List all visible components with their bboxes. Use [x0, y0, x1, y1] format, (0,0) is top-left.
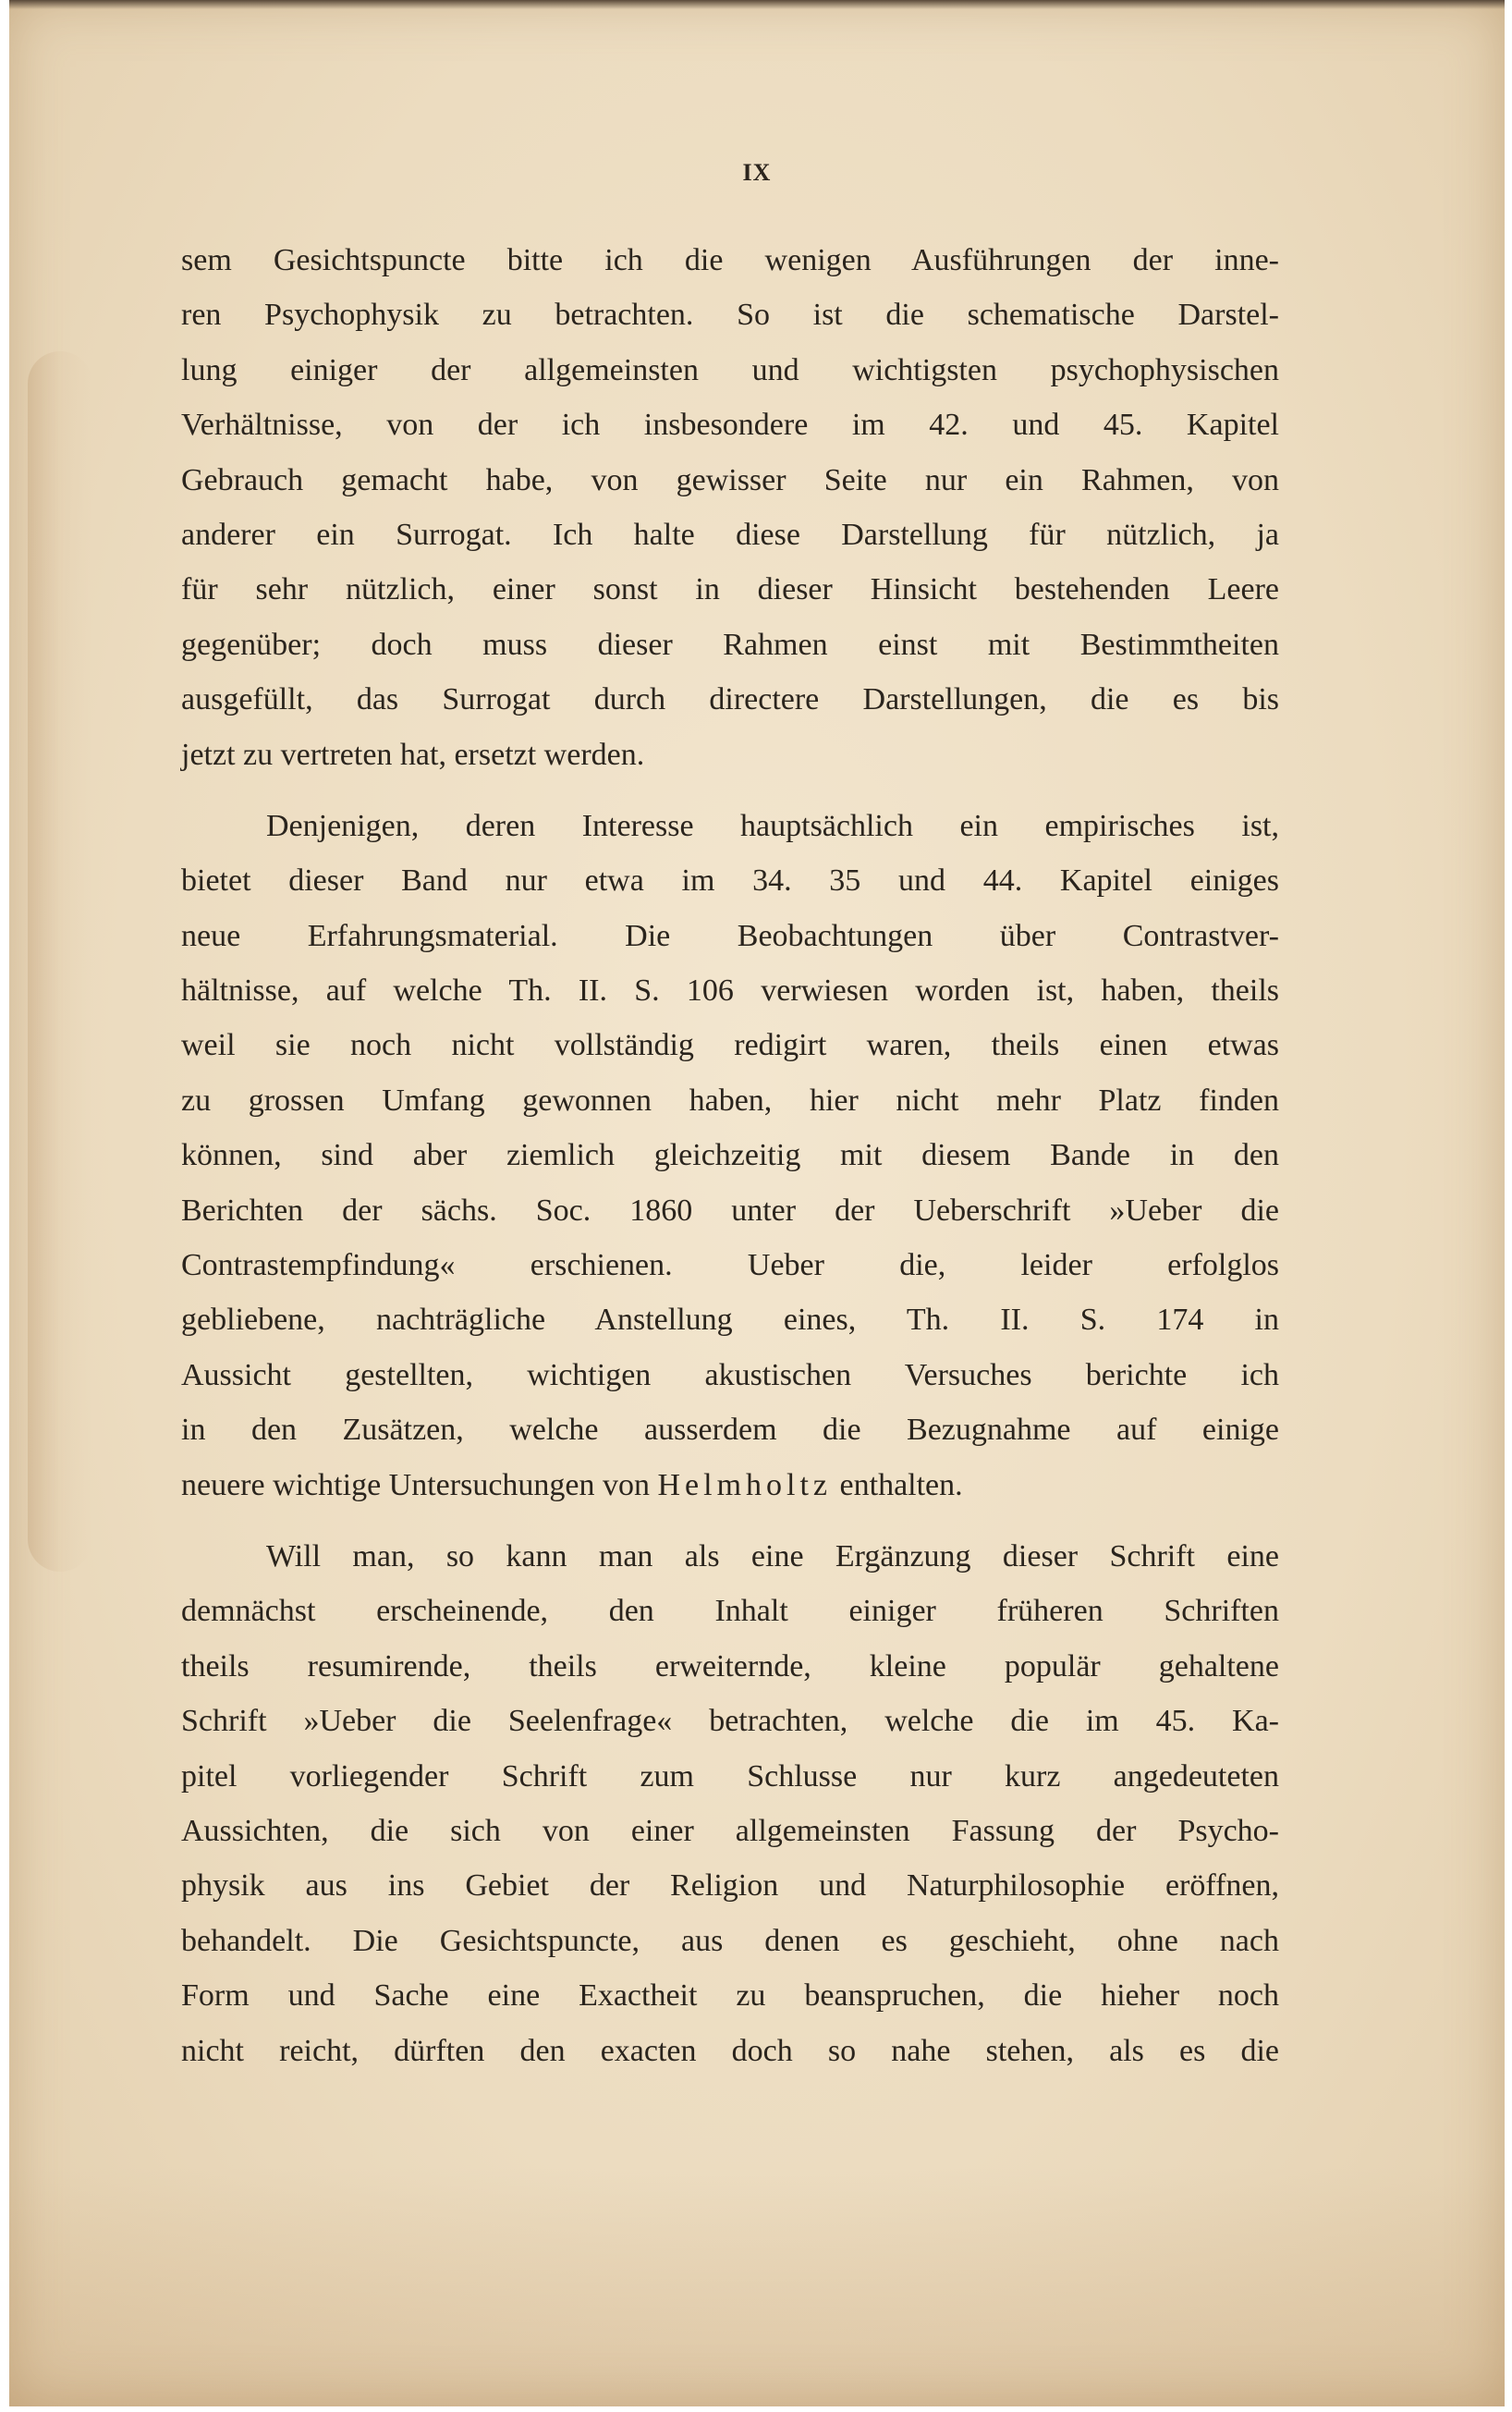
text-line: pitel vorliegender Schrift zum Schlusse nur kurz angedeuteten: [181, 1758, 1279, 1794]
page-number: IX: [742, 159, 772, 186]
page-crease: [28, 351, 92, 1572]
text-line: Denjenigen, deren Interesse hauptsächlich ein empirisches ist,: [266, 808, 1279, 843]
text-line: Berichten der sächs. Soc. 1860 unter der Ueberschrift »Ueber die: [181, 1193, 1279, 1228]
page-top-edge: [9, 0, 1505, 9]
text-line: nicht reicht, dürften den exacten doch so nahe stehen, als es die: [181, 2033, 1279, 2068]
paragraph-2: [181, 799, 1279, 1512]
text-line: sem Gesichtspuncte bitte ich die wenigen Ausführungen der inne-: [181, 243, 1279, 277]
text-line: gebliebene, nachträgliche Anstellung eines, Th. II. S. 174 in: [181, 1303, 1279, 1338]
text-line: physik aus ins Gebiet der Religion und Naturphilosophie eröffnen,: [181, 1868, 1279, 1904]
text-line: Verhältnisse, von der ich insbesondere im 42. und 45. Kapitel: [181, 408, 1279, 443]
text-line: bietet dieser Band nur etwa im 34. 35 und 44. Kapitel einiges: [181, 863, 1279, 899]
text-line: hältnisse, auf welche Th. II. S. 106 verwiesen worden ist, haben, theils: [181, 973, 1279, 1009]
text-line: demnächst erscheinende, den Inhalt einiger früheren Schriften: [181, 1594, 1279, 1629]
page-stain: [9, 2166, 1505, 2406]
book-page: [9, 0, 1505, 2406]
paragraph-3: [181, 1529, 1279, 2078]
text-fragment: enthalten.: [832, 1467, 963, 1502]
text-line: weil sie noch nicht vollständig redigirt waren, theils einen etwas: [181, 1028, 1279, 1063]
body-text: [181, 233, 1279, 2078]
text-line: Will man, so kann man als eine Ergänzung dieser Schrift eine: [266, 1538, 1279, 1573]
text-line: Contrastempfindung« erschienen. Ueber die, leider erfolglos: [181, 1248, 1279, 1283]
author-name: Helmholtz: [657, 1467, 833, 1502]
text-line: Aussicht gestellten, wichtigen akustischen Versuches berichte ich: [181, 1357, 1279, 1392]
text-line: behandelt. Die Gesichtspuncte, aus denen es geschieht, ohne nach: [181, 1923, 1279, 1958]
text-line: lung einiger der allgemeinsten und wichtigsten psychophysischen: [181, 352, 1279, 387]
text-line: gegenüber; doch muss dieser Rahmen einst mit Bestimmtheiten: [181, 627, 1279, 662]
text-line: neue Erfahrungsmaterial. Die Beobachtungen über Contrastver-: [181, 918, 1279, 953]
text-line: für sehr nützlich, einer sonst in dieser Hinsicht bestehenden Leere: [181, 572, 1279, 607]
text-line: können, sind aber ziemlich gleichzeitig mit diesem Bande in den: [181, 1138, 1279, 1173]
text-line: jetzt zu vertreten hat, ersetzt werden.: [181, 737, 645, 772]
text-line: ren Psychophysik zu betrachten. So ist die schematische Darstel-: [181, 298, 1279, 333]
text-line: Form und Sache eine Exactheit zu beanspruchen, die hieher noch: [181, 1978, 1279, 2014]
text-line: anderer ein Surrogat. Ich halte diese Darstellung für nützlich, ja: [181, 517, 1279, 552]
text-line: Gebrauch gemacht habe, von gewisser Seite nur ein Rahmen, von: [181, 462, 1279, 497]
text-line: [181, 1458, 1279, 1512]
text-line: ausgefüllt, das Surrogat durch directere Darstellungen, die es bis: [181, 682, 1279, 717]
text-line: theils resumirende, theils erweiternde, kleine populär gehaltene: [181, 1648, 1279, 1684]
text-line: zu grossen Umfang gewonnen haben, hier nicht mehr Platz finden: [181, 1083, 1279, 1118]
paragraph-1: [181, 233, 1279, 782]
text-line: Schrift »Ueber die Seelenfrage« betrachten, welche die im 45. Ka-: [181, 1704, 1279, 1739]
text-line: Aussichten, die sich von einer allgemeinsten Fassung der Psycho-: [181, 1813, 1279, 1848]
text-line: in den Zusätzen, welche ausserdem die Bezugnahme auf einige: [181, 1413, 1279, 1448]
text-fragment: neuere wichtige Untersuchungen von: [181, 1467, 658, 1502]
